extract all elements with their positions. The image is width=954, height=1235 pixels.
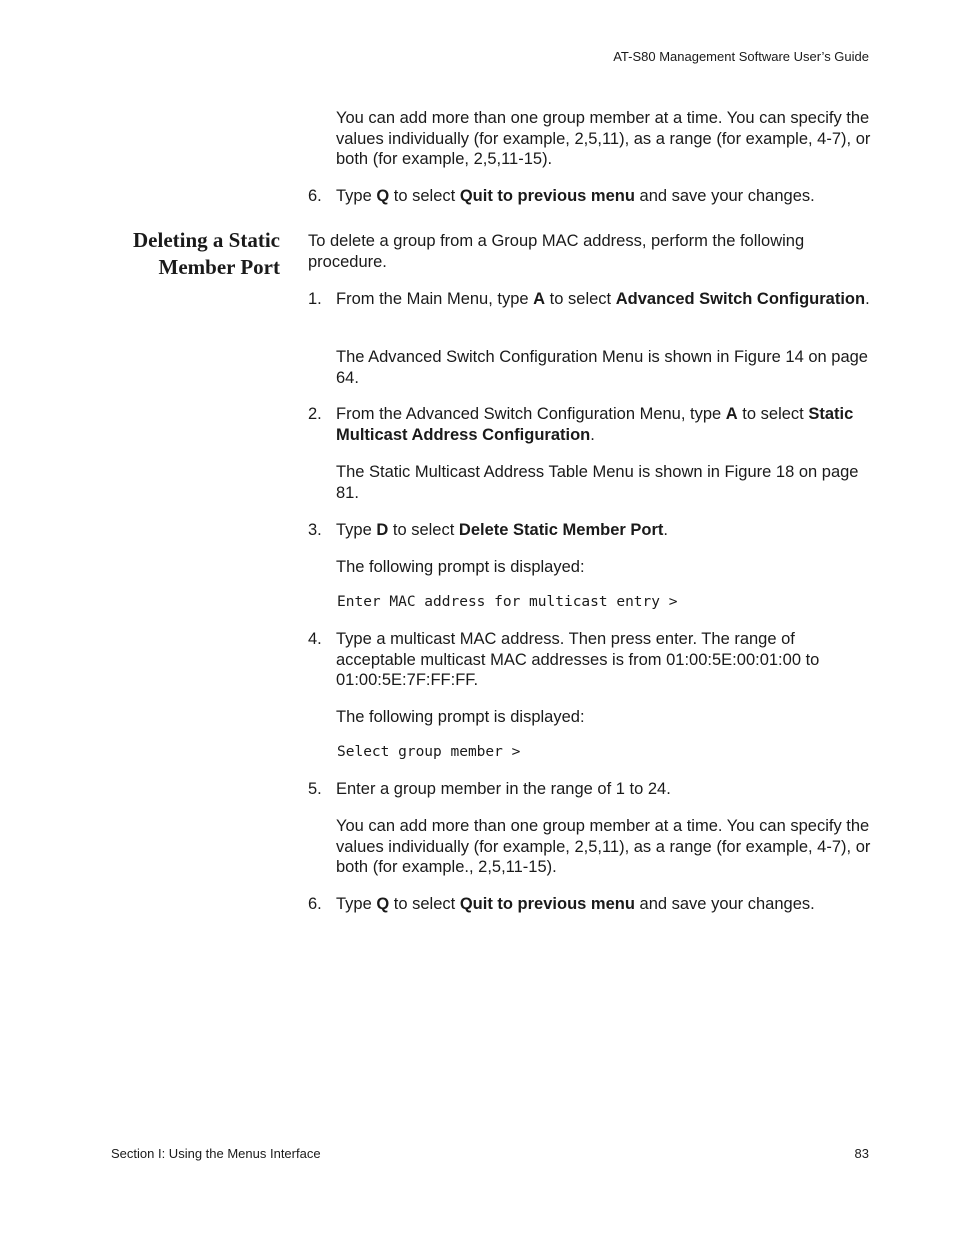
step-number: 3.	[308, 521, 322, 539]
step-2: From the Advanced Switch Configuration Menu, type A to select Static Multicast Address Configuration.	[336, 405, 854, 444]
intro-paragraph: To delete a group from a Group MAC address, perform the following procedure.	[308, 232, 805, 271]
code-prompt: Enter MAC address for multicast entry >	[337, 594, 678, 610]
footer-section: Section I: Using the Menus Interface	[111, 1146, 321, 1161]
step-3-note: The following prompt is displayed:	[336, 558, 585, 576]
step-number: 1.	[308, 290, 322, 308]
step-number: 6.	[308, 187, 322, 205]
section-heading: Deleting a Static Member Port	[133, 228, 280, 279]
running-header: AT-S80 Management Software User’s Guide	[613, 49, 869, 64]
top-paragraph: You can add more than one group member at a time. You can specify the values individually (for example, 2,5,11), as a range (for example, 4-7), or both (for example, 2,5,11-15).	[336, 109, 871, 168]
step-4: Type a multicast MAC address. Then press enter. The range of acceptable multicast MAC addresses is from 01:00:5E:00:01:00 to 01:00:5E:7F:FF:FF.	[336, 630, 820, 689]
page-number: 83	[854, 1146, 869, 1161]
step-6: Type Q to select Quit to previous menu and save your changes.	[336, 895, 815, 913]
step-5: Enter a group member in the range of 1 to 24.	[336, 780, 671, 798]
step-2-note: The Static Multicast Address Table Menu is shown in Figure 18 on page 81.	[336, 463, 859, 502]
step-1-note: The Advanced Switch Configuration Menu is shown in Figure 14 on page 64.	[336, 348, 868, 387]
top-step-6: Type Q to select Quit to previous menu and save your changes.	[336, 187, 815, 205]
step-number: 2.	[308, 405, 322, 423]
code-prompt: Select group member >	[337, 744, 521, 760]
step-number: 4.	[308, 630, 322, 648]
step-5-note: You can add more than one group member at a time. You can specify the values individually (for example, 2,5,11), as a range (for example, 4-7), or both (for example., 2,5,11-15).	[336, 817, 871, 876]
step-4-note: The following prompt is displayed:	[336, 708, 585, 726]
step-number: 5.	[308, 780, 322, 798]
step-1: From the Main Menu, type A to select Advanced Switch Configuration.	[336, 290, 870, 308]
step-number: 6.	[308, 895, 322, 913]
step-3: Type D to select Delete Static Member Port.	[336, 521, 668, 539]
